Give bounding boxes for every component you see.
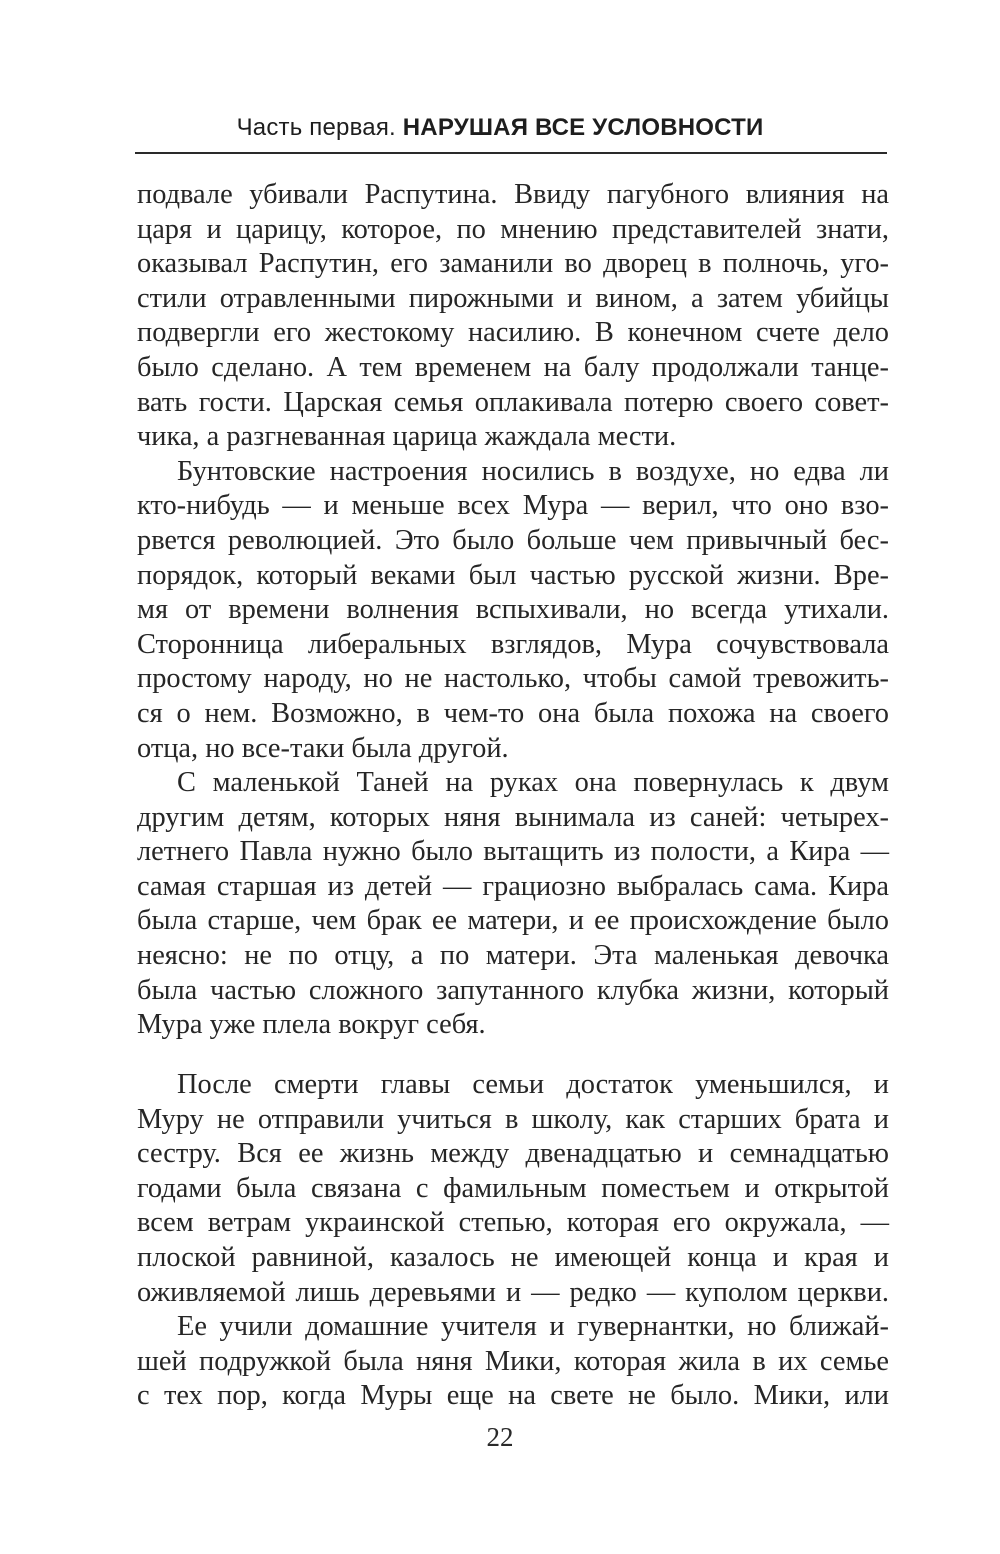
paragraph-first-line: С маленькой Таней на руках она повернулась к двум [177,767,889,799]
text-line: Муру не отправили учиться в школу, как старших брата и [137,1103,889,1135]
text-line: подвале убивали Распутина. Ввиду пагубного влияния на [137,179,889,210]
text-line: ся о нем. Возможно, в чем-то она была похожа на своего [137,697,889,729]
text-line: простому народу, но не настолько, чтобы самой тревожить- [137,663,889,695]
text-line: мя от времени волнения вспыхивали, но всегда утихали. [137,594,889,626]
text-line: порядок, который веками был частью русской жизни. Вре- [137,559,889,591]
text-line: с тех пор, когда Муры еще на свете не было. Мики, или [137,1380,889,1412]
text-line: стили отравленными пирожными и вином, а затем убийцы [137,282,889,314]
text-line: плоской равниной, казалось не имеющей конца и края и [137,1241,889,1273]
text-line: всем ветрам украинской степью, которая его окружала, — [137,1207,889,1239]
text-line: самая старшая из детей — грациозно выбралась сама. Кира [137,870,889,902]
text-line: годами была связана с фамильным поместьем и открытой [137,1172,889,1204]
text-line: кто-нибудь — и меньше всех Мура — верил, что оно взо- [137,490,889,522]
text-line: шей подружкой была няня Мики, которая жила в их семье [137,1345,889,1377]
text-line: рвется революцией. Это было больше чем привычный бес- [137,524,889,556]
running-head [0,114,1000,142]
text-line: было сделано. А тем временем на балу продолжали танце- [137,351,889,383]
paragraph-first-line: Ее учили домашние учителя и гувернантки, но ближай- [177,1311,889,1343]
text-line: чика, а разгневанная царица жаждала мести. [137,421,677,453]
text-line: вать гости. Царская семья оплакивала потерю своего совет- [137,386,889,418]
text-line: отца, но все-таки была другой. [137,732,509,764]
running-head-title: НАРУШАЯ ВСЕ УСЛОВНОСТИ [402,114,764,141]
text-line: оказывал Распутин, его заманили во дворец в полночь, уго- [137,248,889,280]
text-line: подвергли его жестокому насилию. В конечном счете дело [137,317,889,349]
text-line: была частью сложного запутанного клубка жизни, который [137,974,889,1006]
text-line: летнего Павла нужно было вытащить из полости, а Кира — [137,836,889,868]
text-line: была старше, чем брак ее матери, и ее происхождение было [137,905,889,937]
body-text-section-1 [137,178,889,1043]
text-line: Мура уже плела вокруг себя. [137,1009,486,1041]
header-rule [135,152,887,154]
paragraph-first-line: После смерти главы семьи достаток уменьшился, и [177,1069,889,1100]
text-line: другим детям, которых няня вынимала из саней: четырех- [137,801,889,833]
paragraph-first-line: Бунтовские настроения носились в воздухе, но едва ли [177,455,889,487]
page-number: 22 [486,1422,514,1452]
running-head-part: Часть первая. [236,114,396,141]
text-line: царя и царицу, которое, по мнению представителей знати, [137,213,889,245]
text-line: неясно: не по отцу, а по матери. Эта маленькая девочка [137,940,889,972]
text-line: сестру. Вся ее жизнь между двенадцатью и семнадцатью [137,1138,889,1170]
text-line: Сторонница либеральных взглядов, Мура сочувствовала [137,628,889,660]
text-line: оживляемой лишь деревьями и — редко — куполом церкви. [137,1276,889,1308]
body-text-section-2 [137,1068,889,1414]
